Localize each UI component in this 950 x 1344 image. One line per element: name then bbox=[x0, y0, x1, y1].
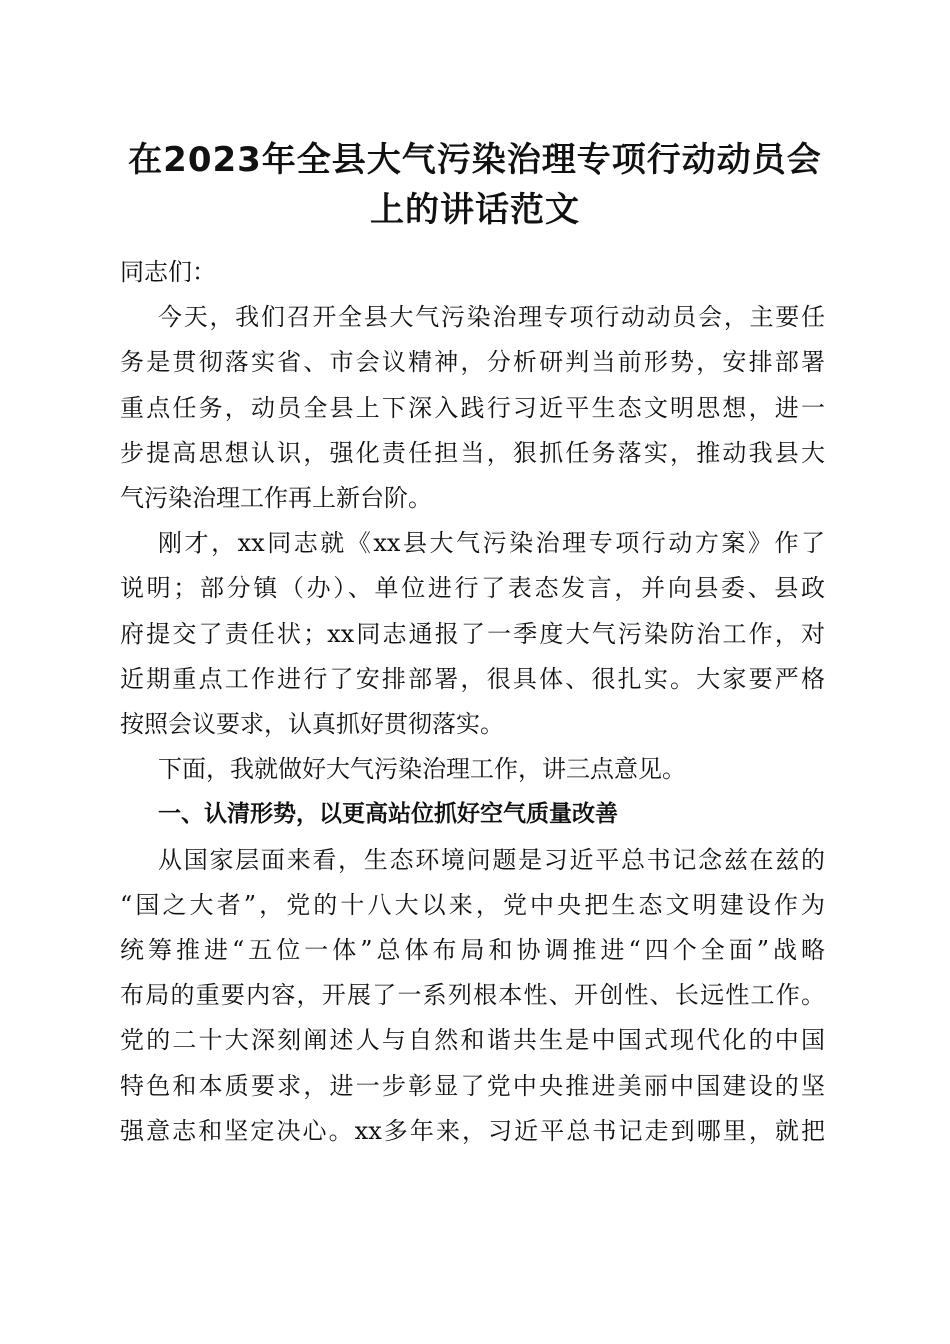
paragraph-line: “国之大者”，党的十八大以来，党中央把生态文明建设作为 bbox=[120, 890, 825, 919]
paragraph-line: 党的二十大深刻阐述人与自然和谐共生是中国式现代化的中国 bbox=[120, 1026, 825, 1055]
paragraph-line: 按照会议要求，认真抓好贯彻落实。 bbox=[120, 710, 504, 739]
paragraph-line: 重点任务，动员全县上下深入践行习近平生态文明思想，进一 bbox=[120, 393, 825, 422]
title-line-1: 在2023年全县大气污染治理专项行动动员会 bbox=[128, 140, 822, 180]
paragraph-line: 布局的重要内容，开展了一系列根本性、开创性、长远性工作。 bbox=[120, 981, 825, 1010]
document-title bbox=[100, 135, 850, 235]
document-body bbox=[120, 250, 825, 1154]
paragraph-line: 特色和本质要求，进一步彰显了党中央推进美丽中国建设的坚 bbox=[120, 1071, 825, 1100]
section-heading-1: 一、认清形势，以更高站位抓好空气质量改善 bbox=[158, 801, 618, 828]
paragraph-line: 说明；部分镇（办）、单位进行了表态发言，并向县委、县政 bbox=[120, 574, 825, 603]
paragraph-line: 从国家层面来看，生态环境问题是习近平总书记念兹在兹的 bbox=[158, 845, 825, 874]
greeting: 同志们： bbox=[120, 258, 216, 286]
paragraph-2 bbox=[120, 521, 825, 747]
paragraph-line: 步提高思想认识，强化责任担当，狠抓任务落实，推动我县大 bbox=[120, 438, 825, 467]
paragraph-line: 刚才，xx同志就《xx县大气污染治理专项行动方案》作了 bbox=[158, 529, 825, 558]
paragraph-line: 府提交了责任状；xx同志通报了一季度大气污染防治工作，对 bbox=[120, 619, 825, 648]
paragraph-line: 务是贯彻落实省、市会议精神，分析研判当前形势，安排部署 bbox=[120, 348, 825, 377]
paragraph-line: 气污染治理工作再上新台阶。 bbox=[120, 484, 432, 513]
paragraph-1 bbox=[120, 295, 825, 521]
paragraph-line: 统筹推进“五位一体”总体布局和协调推进“四个全面”战略 bbox=[120, 936, 825, 965]
paragraph-3 bbox=[120, 747, 825, 792]
paragraph-line: 下面，我就做好大气污染治理工作，讲三点意见。 bbox=[158, 755, 686, 784]
paragraph-line: 近期重点工作进行了安排部署，很具体、很扎实。大家要严格 bbox=[120, 664, 825, 693]
paragraph-line: 强意志和坚定决心。xx多年来，习近平总书记走到哪里，就把 bbox=[120, 1116, 825, 1145]
paragraph-line: 今天，我们召开全县大气污染治理专项行动动员会，主要任 bbox=[158, 303, 825, 332]
title-line-2: 上的讲话范文 bbox=[370, 190, 580, 230]
paragraph-4 bbox=[120, 838, 825, 1154]
